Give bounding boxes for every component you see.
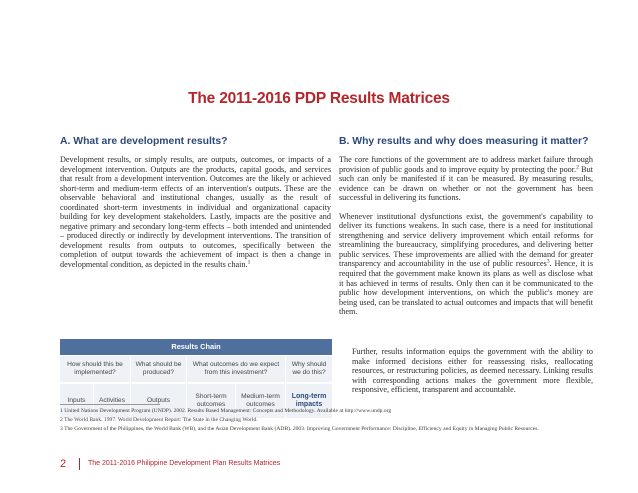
footnotes xyxy=(60,408,594,433)
footnote-ref-3: 3 xyxy=(546,258,550,265)
footnote-divider xyxy=(60,404,160,405)
footnote-2: 2 The World Bank. 1997. World Development Report: The State in the Changing World. xyxy=(60,416,258,423)
section-a-body xyxy=(60,155,331,270)
section-a-text: Development results, or simply results, are outputs, outcomes, or impacts of a development intervention. Outputs are the products, capital goods, and services that result from a development intervention. Outcomes are the likely or achieved short-term and medium-term effects of an intervention's outputs. These are the observable behavioral and institutional changes, usually as the result of coordinated short-term investments in individual and organizational capacity building for key development stakeholders. Lastly, impacts are the positive and negative primary and secondary long-term effects – both intended and unintended – produced directly or indirectly by development interventions. The transition of development results from outputs to outcomes, specifically between the completion of output towards the achievement of impact is then a change in developmental condition, as depicted in the results chain. xyxy=(60,155,331,270)
page-number: 2 xyxy=(60,458,67,470)
running-footer-title: The 2011-2016 Philippine Development Plan Results Matrices xyxy=(88,460,281,467)
stage-inputs: Inputs xyxy=(60,384,93,418)
section-b-text-2-tail: . Hence, it is required that the government make known its plans as well as disclose what it has achieved in terms of results. Only then can it be communicated to the public how development interventions, on which the public's money are being used, can be translated to actual outcomes and impacts that will benefit them. xyxy=(339,259,594,317)
section-b-paragraph-2 xyxy=(339,212,593,317)
footnote-3: 3 The Government of the Philippines, the World Bank (WB), and the Asian Development Bank (ADB). 2003. Improving Government Performance: Discipline, Efficiency and Equity in Managing Public Resources. xyxy=(60,425,539,432)
section-b-body-continued xyxy=(352,347,593,395)
footnote-ref-2: 2 xyxy=(576,163,579,170)
question-how: How should this be implemented? xyxy=(60,356,130,382)
section-b-text-1-tail: But such can only be manifested if it can be measured. By measuring results, evidence can be drawn on whether or not the government has been successful in delivering its functions. xyxy=(339,164,593,203)
stage-medium-term-outcomes: Medium-term outcomes xyxy=(236,384,285,418)
section-b-body xyxy=(339,155,593,317)
stage-outputs: Outputs xyxy=(131,384,186,418)
results-chain-title: Results Chain xyxy=(60,339,332,355)
section-a-heading: A. What are development results? xyxy=(60,136,228,147)
footnote-ref-1: 1 xyxy=(247,259,251,266)
stage-activities: Activities xyxy=(94,384,130,418)
question-outcomes: What outcomes do we expect from this investment? xyxy=(187,356,285,382)
question-what: What should be produced? xyxy=(131,356,186,382)
section-a-paragraph xyxy=(60,155,331,270)
section-b-text-1: The core functions of the government are to address market failure through provision of public goods and to improve equity by protecting the poor. xyxy=(339,155,593,174)
section-b-paragraph-1 xyxy=(339,155,593,203)
stage-long-term-impacts: Long-term impacts xyxy=(286,384,332,418)
section-b-text-2: Whenever institutional dysfunctions exist, the government's capability to deliver its functions weakens. In such case, there is a need for institutional strengthening and service delivery improvement which entail reforms for streamlining the bureaucracy, simplifying procedures, and delivering better public services. These improvements are allied with the demand for greater transparency and accountability in the use of public resources xyxy=(339,211,593,269)
page-title: The 2011-2016 PDP Results Matrices xyxy=(188,90,450,107)
footer-divider xyxy=(79,458,80,470)
section-b-heading: B. Why results and why does measuring it matter? xyxy=(339,136,589,147)
footnote-1: 1 United Nations Development Program (UNDP). 2002. Results Based Management: Concepts and Methodology. Available at http://www.undp.org xyxy=(60,408,392,414)
question-why: Why should we do this? xyxy=(286,356,332,382)
section-b-paragraph-3: Further, results information equips the government with the ability to make informed decisions either for reassessing risks, reallocating resources, or restructuring policies, as deemed necessary. Linking results with corresponding actions makes the government more flexible, responsive, efficient, transparent and accountable. xyxy=(352,347,593,395)
stage-short-term-outcomes: Short-term outcomes xyxy=(187,384,235,418)
